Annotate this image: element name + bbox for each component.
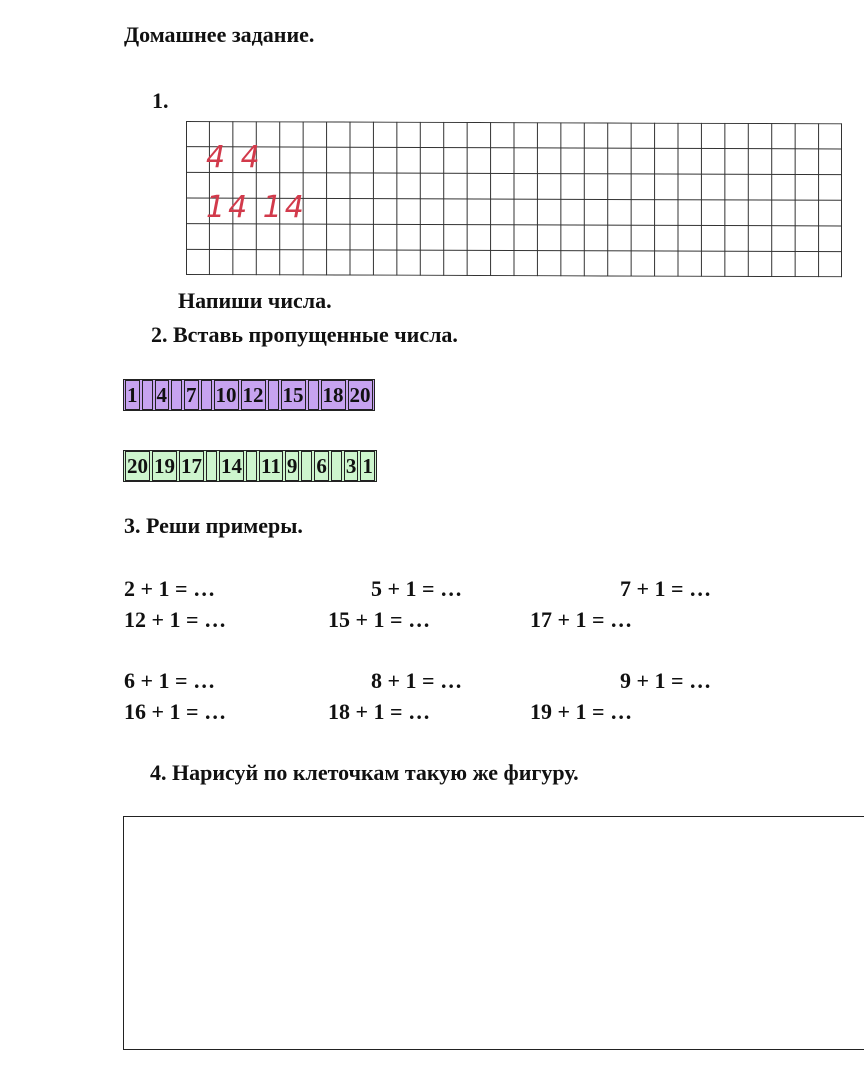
descending-strip-cell: 20 [125, 451, 150, 481]
descending-strip-cell: 11 [259, 451, 283, 481]
task4-title: 4. Нарисуй по клеточкам такую же фигуру. [150, 760, 579, 785]
descending-strip-empty-cell[interactable] [331, 451, 342, 481]
ascending-strip-empty-cell[interactable] [171, 380, 182, 410]
descending-strip-cell: 3 [344, 451, 359, 481]
ascending-strip-empty-cell[interactable] [201, 380, 212, 410]
ascending-strip-empty-cell[interactable] [308, 380, 319, 410]
example-8-plus-1: 8 + 1 = … [371, 668, 463, 693]
ascending-strip-empty-cell[interactable] [142, 380, 153, 410]
handwritten-number-4: 4 4 [206, 140, 263, 175]
descending-strip-empty-cell[interactable] [206, 451, 217, 481]
example-15-plus-1: 15 + 1 = … [328, 607, 431, 632]
ascending-strip-empty-cell[interactable] [268, 380, 279, 410]
example-16-plus-1: 16 + 1 = … [124, 699, 227, 724]
ascending-strip-cell: 12 [241, 380, 266, 410]
handwritten-number-14: 14 14 [206, 190, 307, 225]
example-9-plus-1: 9 + 1 = … [620, 668, 712, 693]
descending-strip-empty-cell[interactable] [246, 451, 257, 481]
number-strip-ascending [123, 379, 375, 411]
number-strip-descending [123, 450, 377, 482]
descending-strip-cell: 9 [285, 451, 300, 481]
descending-strip-cell: 1 [360, 451, 375, 481]
example-5-plus-1: 5 + 1 = … [371, 576, 463, 601]
descending-strip-cell: 19 [152, 451, 177, 481]
ascending-strip-cell: 20 [348, 380, 373, 410]
example-19-plus-1: 19 + 1 = … [530, 699, 633, 724]
ascending-strip-cell: 10 [214, 380, 239, 410]
example-7-plus-1: 7 + 1 = … [620, 576, 712, 601]
example-17-plus-1: 17 + 1 = … [530, 607, 633, 632]
example-6-plus-1: 6 + 1 = … [124, 668, 216, 693]
descending-strip-empty-cell[interactable] [301, 451, 312, 481]
descending-strip-cell: 6 [314, 451, 329, 481]
example-12-plus-1: 12 + 1 = … [124, 607, 227, 632]
descending-strip-cell: 17 [179, 451, 204, 481]
ascending-strip-cell: 1 [125, 380, 140, 410]
example-18-plus-1: 18 + 1 = … [328, 699, 431, 724]
ascending-strip-cell: 4 [155, 380, 170, 410]
example-2-plus-1: 2 + 1 = … [124, 576, 216, 601]
task1-caption: Напиши числа. [178, 288, 332, 313]
task3-title: 3. Реши примеры. [124, 513, 303, 538]
descending-strip-cell: 14 [219, 451, 244, 481]
task2-title: 2. Вставь пропущенные числа. [151, 322, 458, 347]
drawing-area[interactable] [123, 816, 864, 1050]
ascending-strip-cell: 15 [281, 380, 306, 410]
ascending-strip-cell: 7 [184, 380, 199, 410]
ascending-strip-cell: 18 [321, 380, 346, 410]
page-title: Домашнее задание. [124, 22, 315, 47]
task1-number: 1. [152, 88, 169, 113]
